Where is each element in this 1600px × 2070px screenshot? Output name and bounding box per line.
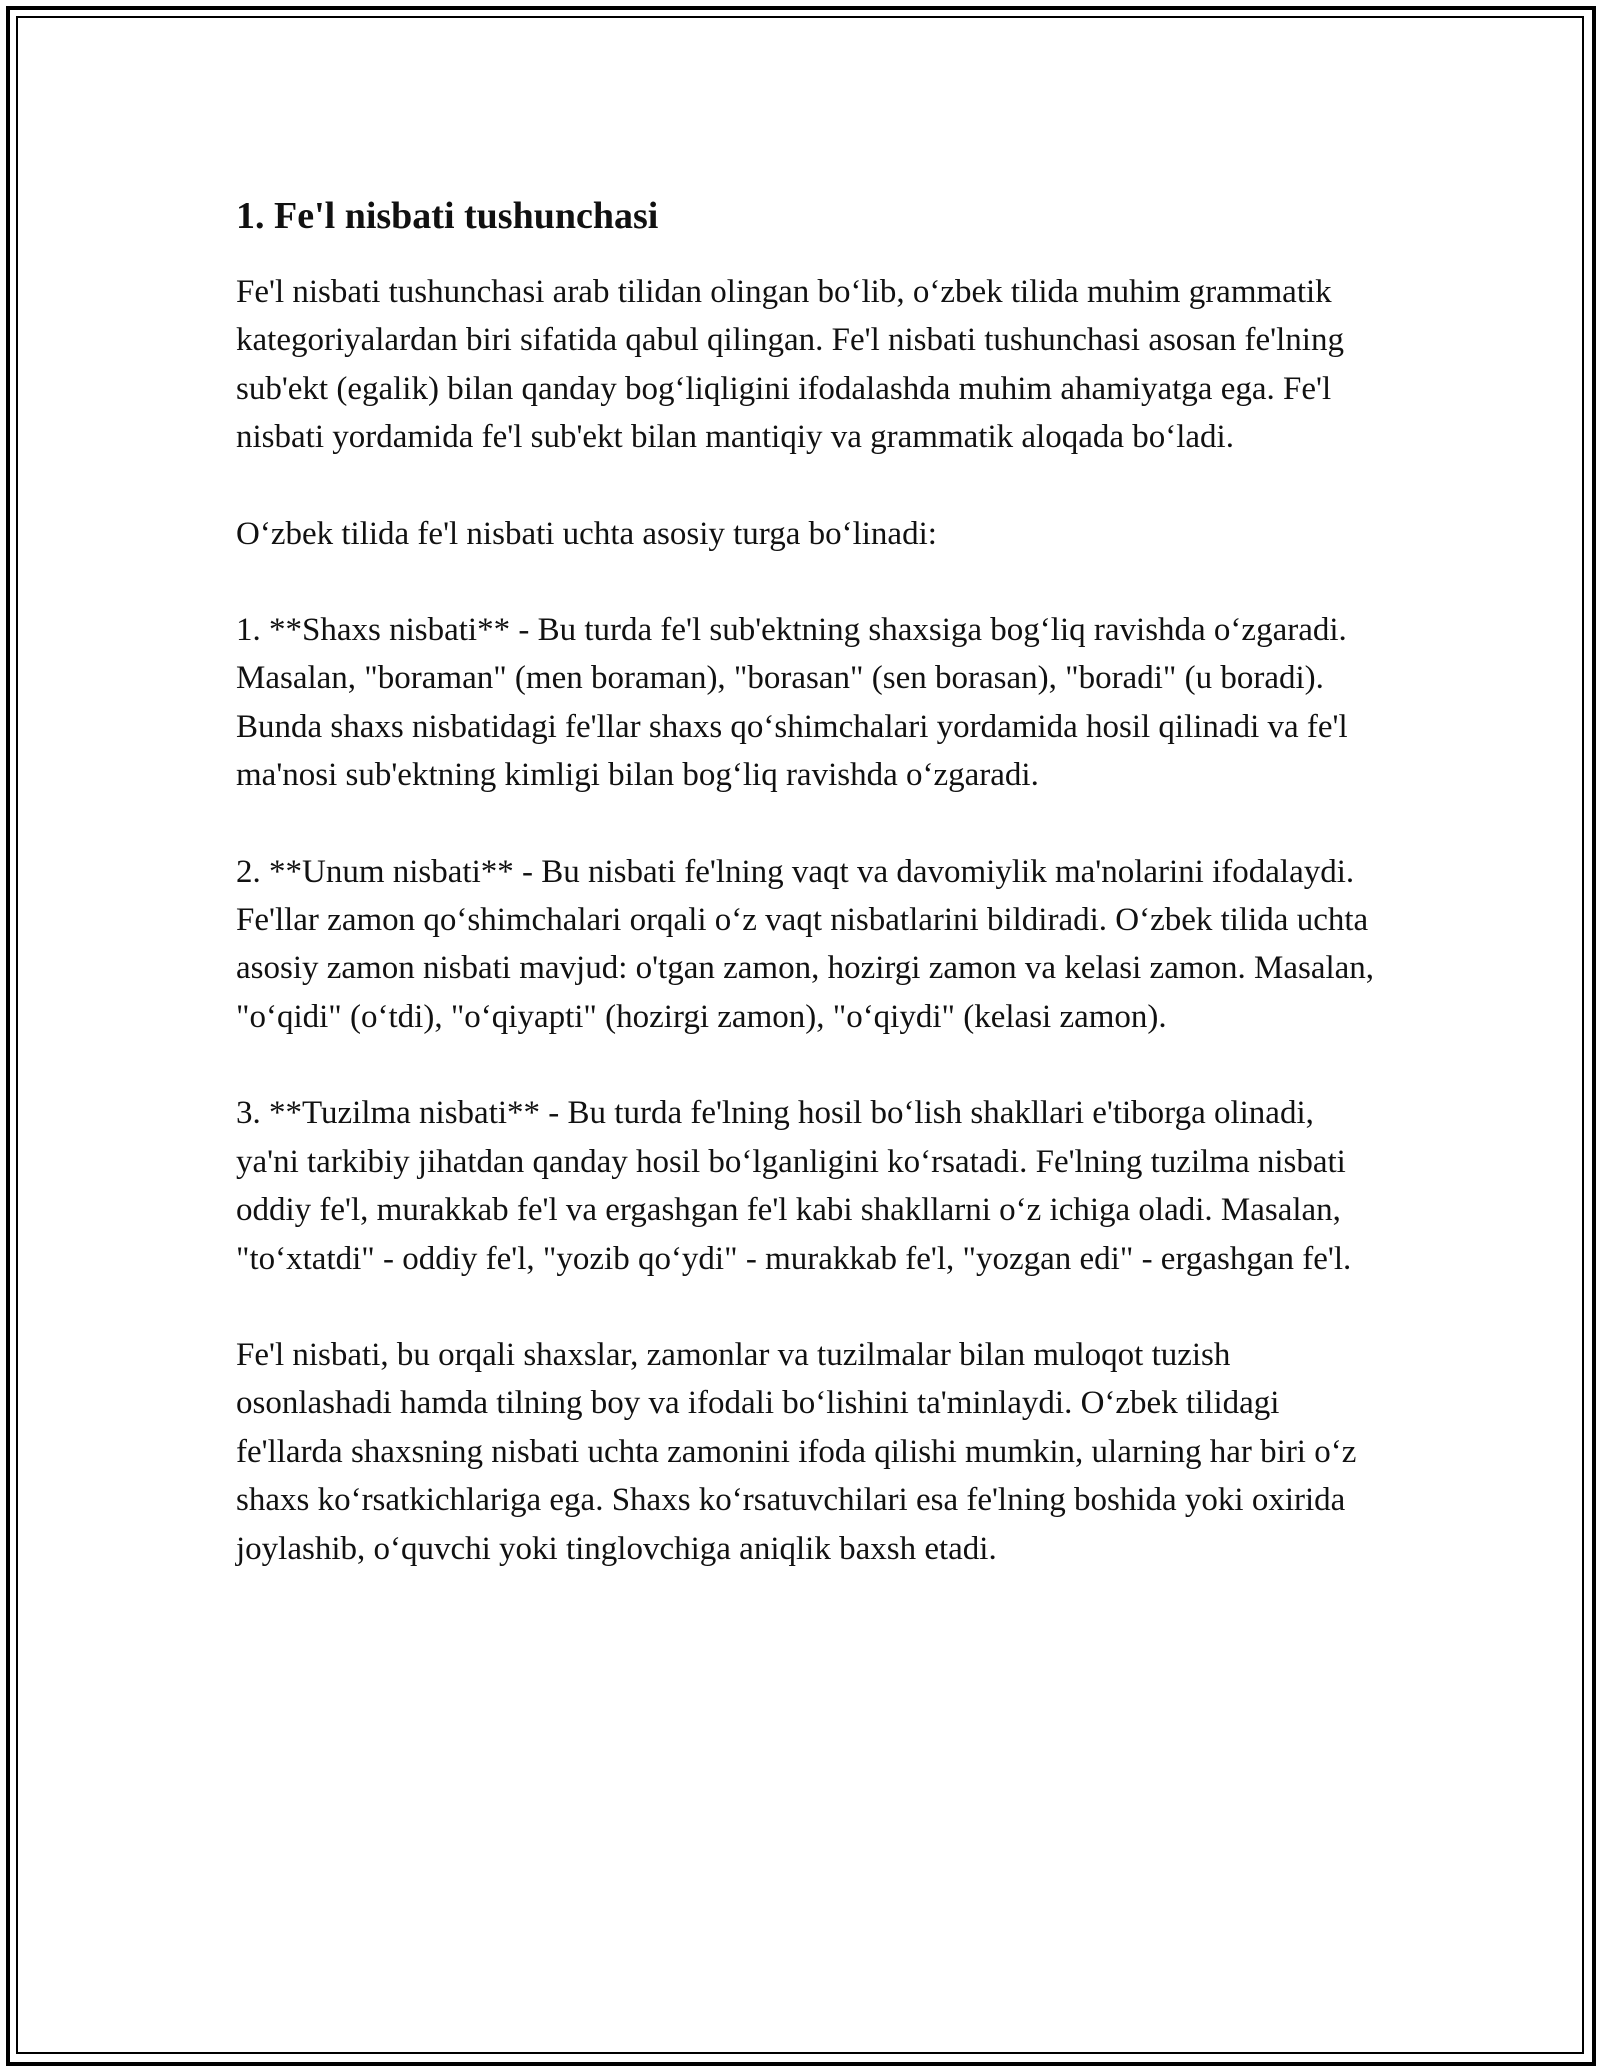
paragraph-item-3: 3. **Tuzilma nisbati** - Bu turda fe'lning hosil bo‘lish shakllari e'tiborga olinadi, ya'ni tarkibiy jihatdan qanday hosil bo‘lganligini ko‘rsatadi. Fe'lning tuzilma nisbati oddiy fe'l, murakkab fe'l va ergashgan fe'l kabi shakllarni o‘z ichiga oladi. Masalan, "to‘xtatdi" - oddiy fe'l, "yozib qo‘ydi" - murakkab fe'l, "yozgan edi" - ergashgan fe'l. [236, 1095, 1352, 1277]
paragraph-intro: Fe'l nisbati tushunchasi arab tilidan olingan bo‘lib, o‘zbek tilida muhim grammatik kategoriyalardan biri sifatida qabul qilingan. Fe'l nisbati tushunchasi asosan fe'lning sub'ekt (egalik) bilan qanday bog‘liqligini ifodalashda muhim ahamiyatga ega. Fe'l nisbati yordamida fe'l sub'ekt bilan mantiqiy va grammatik aloqada bo‘ladi. [236, 274, 1344, 456]
document-body [236, 186, 1376, 1621]
paragraph-conclusion: Fe'l nisbati, bu orqali shaxslar, zamonlar va tuzilmalar bilan muloqot tuzish osonlashadi hamda tilning boy va ifodali bo‘lishini ta'minlaydi. O‘zbek tilidagi fe'llarda shaxsning nisbati uchta zamonini ifoda qilishi mumkin, ularning har biri o‘z shaxs ko‘rsatkichlariga ega. Shaxs ko‘rsatuvchilari esa fe'lning boshida yoki oxirida joylashib, o‘quvchi yoki tinglovchiga aniqlik baxsh etadi. [236, 1336, 1357, 1567]
paragraph-item-1: 1. **Shaxs nisbati** - Bu turda fe'l sub'ektning shaxsiga bog‘liq ravishda o‘zgaradi. Masalan, "boraman" (men boraman), "borasan" (sen borasan), "boradi" (u boradi). Bunda shaxs nisbatidagi fe'llar shaxs qo‘shimchalari yordamida hosil qilinadi va fe'l ma'nosi sub'ektning kimligi bilan bog‘liq ravishda o‘zgaradi. [236, 612, 1348, 794]
paragraph-types-intro: O‘zbek tilida fe'l nisbati uchta asosiy turga bo‘linadi: [236, 515, 937, 552]
paragraph-item-2: 2. **Unum nisbati** - Bu nisbati fe'lning vaqt va davomiylik ma'nolarini ifodalaydi. Fe'llar zamon qo‘shimchalari orqali o‘z vaqt nisbatlarini bildiradi. O‘zbek tilida uchta asosiy zamon nisbati mavjud: o'tgan zamon, hozirgi zamon va kelasi zamon. Masalan, "o‘qidi" (o‘tdi), "o‘qiyapti" (hozirgi zamon), "o‘qiydi" (kelasi zamon). [236, 853, 1375, 1035]
document-title: 1. Fe'l nisbati tushunchasi [236, 195, 659, 237]
